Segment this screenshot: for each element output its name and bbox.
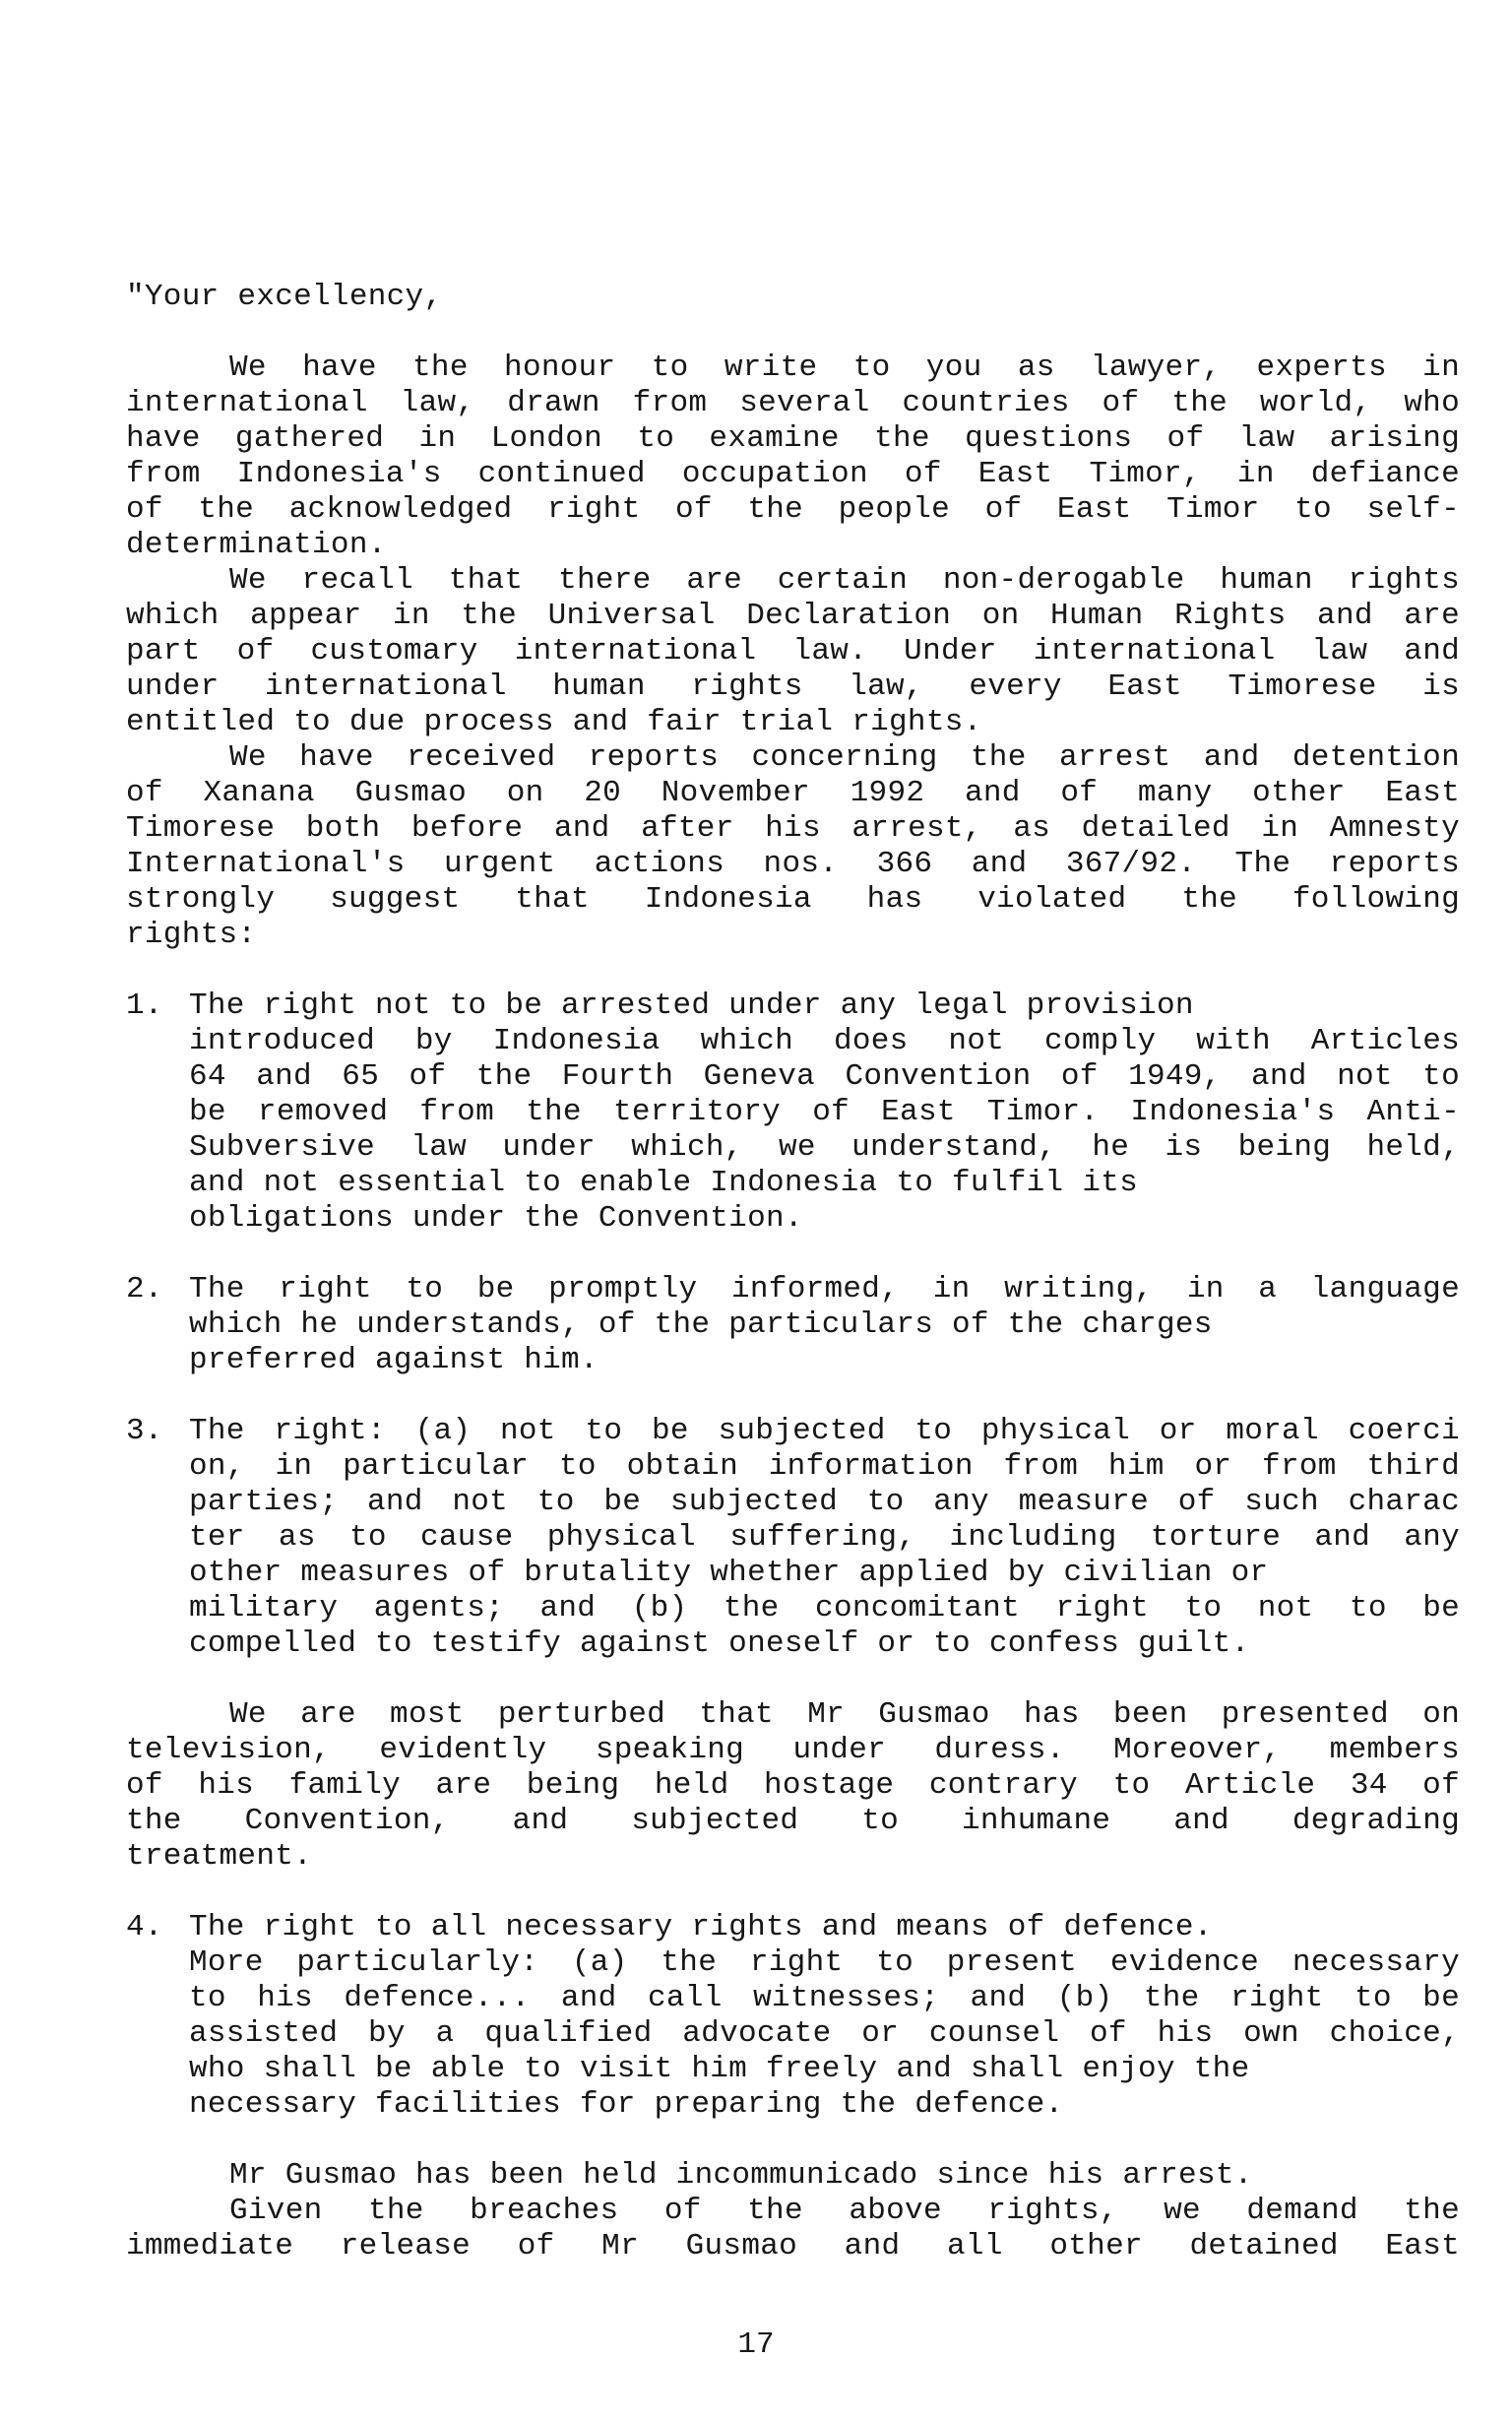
item3-line-4: ter as to cause physical suffering, including torture and any: [189, 1520, 1460, 1555]
item1-line-6: and not essential to enable Indonesia to fulfil its: [189, 1166, 1139, 1200]
item2-number: 2.: [126, 1272, 163, 1307]
item1-line-7: obligations under the Convention.: [189, 1201, 803, 1236]
para4-line-3: of his family are being held hostage contrary to Article 34 of: [126, 1768, 1460, 1803]
item3-line-6: military agents; and (b) the concomitant right to not to be: [189, 1591, 1460, 1625]
item1-line-1: The right not to be arrested under any legal provision: [189, 988, 1194, 1023]
item3-line-5: other measures of brutality whether applied by civilian or: [189, 1556, 1269, 1590]
para3-line-3: Timorese both before and after his arrest, as detailed in Amnesty: [126, 811, 1460, 846]
item2-line-3: preferred against him.: [189, 1343, 598, 1377]
item3-line-1: The right: (a) not to be subjected to physical or moral coerci: [189, 1414, 1460, 1448]
para3-line-6: rights:: [126, 918, 257, 952]
para4-line-4: the Convention, and subjected to inhumane and degrading: [126, 1804, 1460, 1838]
para2-line-5: entitled to due process and fair trial rights.: [126, 705, 982, 739]
para5-line-2: Given the breaches of the above rights, we demand the: [229, 2194, 1460, 2228]
para4-line-5: treatment.: [126, 1839, 313, 1874]
item4-line-3: to his defence... and call witnesses; and (b) the right to be: [189, 1981, 1460, 2015]
para3-line-1: We have received reports concerning the arrest and detention: [229, 740, 1460, 775]
item4-line-2: More particularly: (a) the right to present evidence necessary: [189, 1945, 1460, 1980]
salutation: "Your excellency,: [126, 280, 443, 314]
item1-line-4: be removed from the territory of East Timor. Indonesia's Anti-: [189, 1095, 1460, 1129]
para2-line-2: which appear in the Universal Declaration on Human Rights and are: [126, 599, 1460, 633]
para3-line-4: International's urgent actions nos. 366 and 367/92. The reports: [126, 847, 1460, 881]
item4-line-6: necessary facilities for preparing the defence.: [189, 2087, 1064, 2122]
item3-number: 3.: [126, 1414, 163, 1448]
item4-line-1: The right to all necessary rights and means of defence.: [189, 1910, 1213, 1944]
para1-line-6: determination.: [126, 528, 387, 562]
para1-line-5: of the acknowledged right of the people of East Timor to self-: [126, 492, 1460, 527]
para3-line-5: strongly suggest that Indonesia has violated the following: [126, 882, 1460, 917]
para5-line-1: Mr Gusmao has been held incommunicado since his arrest.: [229, 2158, 1253, 2193]
para2-line-4: under international human rights law, every East Timorese is: [126, 669, 1460, 704]
para2-line-1: We recall that there are certain non-derogable human rights: [229, 563, 1460, 598]
item3-line-3: parties; and not to be subjected to any measure of such charac: [189, 1485, 1460, 1519]
para1-line-3: have gathered in London to examine the questions of law arising: [126, 421, 1460, 456]
item2-line-1: The right to be promptly informed, in writing, in a language: [189, 1272, 1460, 1307]
item4-number: 4.: [126, 1910, 163, 1944]
para2-line-3: part of customary international law. Under international law and: [126, 634, 1460, 669]
para1-line-1: We have the honour to write to you as lawyer, experts in: [229, 351, 1460, 385]
item3-line-2: on, in particular to obtain information from him or from third: [189, 1449, 1460, 1484]
page-number: 17: [737, 2327, 775, 2362]
item4-line-4: assisted by a qualified advocate or counsel of his own choice,: [189, 2016, 1460, 2051]
item1-line-2: introduced by Indonesia which does not comply with Articles: [189, 1024, 1460, 1058]
para4-line-1: We are most perturbed that Mr Gusmao has been presented on: [229, 1697, 1460, 1732]
item4-line-5: who shall be able to visit him freely and shall enjoy the: [189, 2052, 1250, 2086]
para1-line-2: international law, drawn from several countries of the world, who: [126, 386, 1460, 420]
item1-number: 1.: [126, 988, 163, 1023]
item1-line-3: 64 and 65 of the Fourth Geneva Convention of 1949, and not to: [189, 1059, 1460, 1094]
para5-line-3: immediate release of Mr Gusmao and all other detained East: [126, 2229, 1460, 2263]
para4-line-2: television, evidently speaking under duress. Moreover, members: [126, 1733, 1460, 1767]
para3-line-2: of Xanana Gusmao on 20 November 1992 and of many other East: [126, 776, 1460, 810]
item2-line-2: which he understands, of the particulars of the charges: [189, 1307, 1213, 1342]
item1-line-5: Subversive law under which, we understand, he is being held,: [189, 1130, 1460, 1165]
para1-line-4: from Indonesia's continued occupation of East Timor, in defiance: [126, 457, 1460, 491]
item3-line-7: compelled to testify against oneself or to confess guilt.: [189, 1626, 1250, 1661]
